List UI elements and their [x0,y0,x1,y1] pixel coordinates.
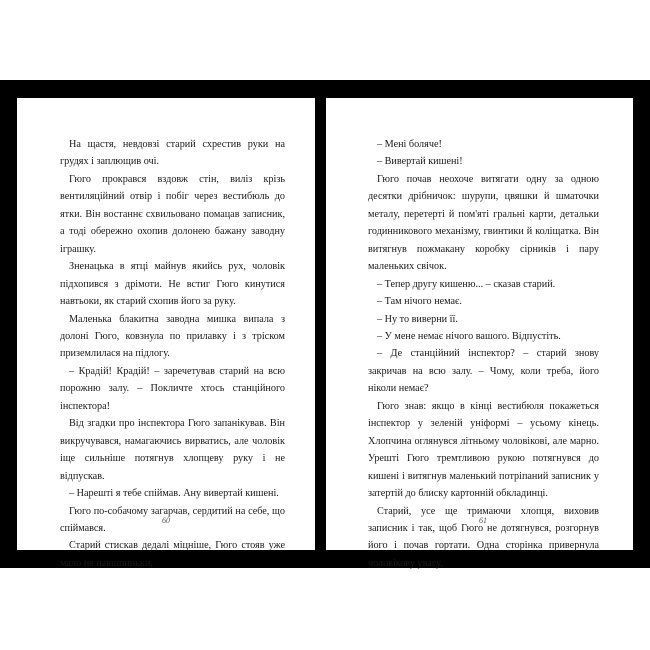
paragraph: Старий стискав дедалі міцніше, Гюго стояв уже мало не навшпиньки. [60,540,285,569]
paragraph: Гюго почав неохоче витягати одну за одною десятки дрібничок: шурупи, цвяшки й шматочки металу, перетерті й пом'яті гральні карти, детальки годинникового механізму, гвинтики й коліщатка. Він витягнув пожмакану коробку сірників і пару маленьких свічок. [368,173,599,273]
paragraph: Гюго знав: якщо в кінці вестибюля покажеться інспектор у зеленій уніформі – усьому кінець. Хлопчина оглянувся літньому чоловікові, але марно. Урешті Гюго тремтливою рукою потягнувся до кишені і витягнув маленький потріпаний записник у затертій до блиску картонній обкладинці. [368,400,599,500]
paragraph: Старий, усе ще тримаючи хлопця, виховив записник і так, щоб Гюго не дотягнувся, розгорнув його і почав гортати. Одна сторінка привернула чоловікову увагу. [368,505,599,569]
paragraph: – Де станційний інспектор? – старий знову закричав на всю залу. – Чому, коли треба, його ніколи немає? [368,348,599,395]
paragraph: – Мені боляче! [377,139,442,150]
left-page-text [60,136,285,572]
paragraph: – Тепер другу кишеню... – сказав старий. [377,278,556,290]
paragraph: На щастя, невдовзі старий схрестив руки на грудях і заплющив очі. [60,139,285,168]
right-page [326,98,633,569]
paragraph: Маленька блакитна заводна мишка випала з долоні Гюго, ковзнула по прилавку і з тріском приземлилася на підлогу. [60,313,285,360]
right-page-text [368,136,599,572]
left-page [17,98,315,569]
paragraph: Від згадки про інспектора Гюго запанікував. Він викручувався, намагаючись вирватись, але чоловік іще сильніше потягнув хлопцеву руку і не відпускав. [60,418,285,482]
paragraph: – Крадій! Крадій! – заречетував старий на всю порожню залу. – Покличте хтось станційного інспектора! [60,365,285,412]
paragraph: Гюго прокрався вздовж стін, виліз крізь вентиляційний отвір і побіг через вестибюль до ятки. Він востаннє схвильовано помацав записник, а тоді обережно охопив долонею бажану заводну іграшку. [60,173,285,255]
page-number: 61 [479,516,487,525]
page-number: 60 [162,516,170,525]
paragraph: – Ну то виверни її. [377,313,458,325]
paragraph: Гюго по-собачому загарчав, сердитий на себе, що спіймався. [60,505,285,534]
paragraph: – Нарешті я тебе спіймав. Ану вивертай кишені. [69,488,279,500]
paragraph: – У мене немає нічого вашого. Відпустіть. [377,330,561,342]
paragraph: – Там нічого немає. [377,296,462,308]
paragraph: Зненацька в ятці майнув якийсь рух, чоловік підхопився з дрімоти. Не встиг Гюго кинутися навтьоки, як старий схопив його за руку. [60,261,285,308]
paragraph: – Вивертай кишені! [377,156,463,168]
